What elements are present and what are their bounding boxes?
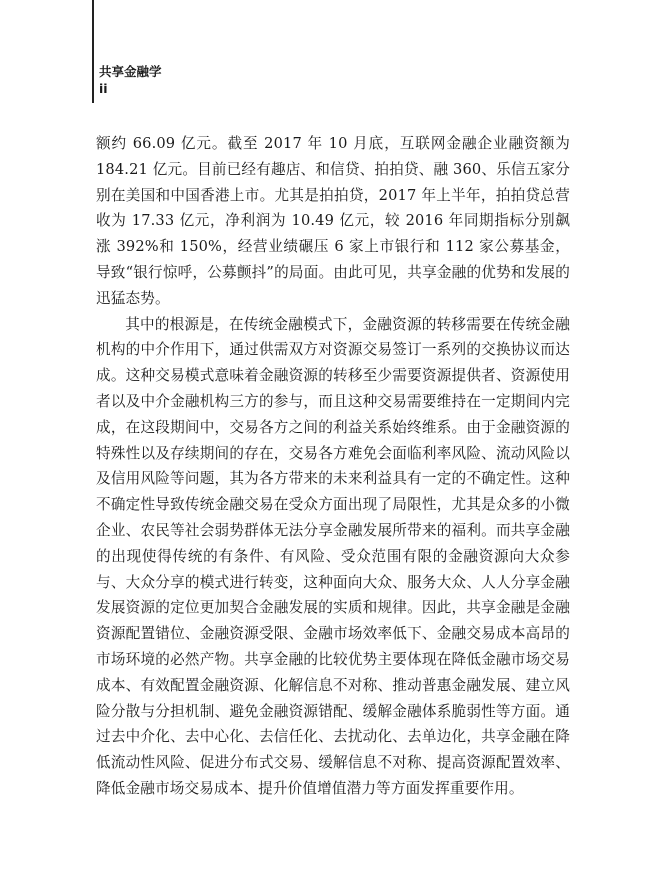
header-margin-rule: [92, 0, 94, 103]
running-head: [99, 64, 162, 98]
paragraph-root-causes: 其中的根源是，在传统金融模式下，金融资源的转移需要在传统金融机构的中介作用下，通过供需双方对资源交易签订一系列的交换协议而达成。这种交易模式意味着金融资源的转移至少需要资源提供者、资源使用者以及中介金融机构三方的参与，而且这种交易需要维持在一定期间内完成，在这段期间中，交易各方之间的利益关系始终维系。由于金融资源的特殊性以及存续期间的存在，交易各方难免会面临利率风险、流动风险以及信用风险等问题，其为各方带来的未来利益具有一定的不确定性。这种不确定性导致传统金融交易在受众方面出现了局限性，尤其是众多的小微企业、农民等社会弱势群体无法分享金融发展所带来的福利。而共享金融的出现使得传统的有条件、有风险、受众范围有限的金融资源向大众参与、大众分享的模式进行转变，这种面向大众、服务大众、人人分享金融发展资源的定位更加契合金融发展的实质和规律。因此，共享金融是金融资源配置错位、金融资源受限、金融市场效率低下、金融交易成本高昂的市场环境的必然产物。共享金融的比较优势主要体现在降低金融市场交易成本、有效配置金融资源、化解信息不对称、推动普惠金融发展、建立风险分散与分担机制、避免金融资源错配、缓解金融体系脆弱性等方面。通过去中介化、去中心化、去信任化、去扰动化、去单边化，共享金融在降低流动性风险、促进分布式交易、缓解信息不对称、提高资源配置效率、降低金融市场交易成本、提升价值增值潜力等方面发挥重要作用。: [96, 315, 570, 797]
body-text: [96, 131, 570, 802]
paragraph-continued: 额约 66.09 亿元。截至 2017 年 10 月底，互联网金融企业融资额为 184.21 亿元。目前已经有趣店、和信贷、拍拍贷、融 360、乐信五家分别在美国和中国香港上市。尤其是拍拍贷，2017 年上半年，拍拍贷总营收为 17.33 亿元，净利润为 10.49 亿元，较 2016 年同期指标分别飙涨 392%和 150%，经营业绩碾压 6 家上市银行和 112 家公募基金，导致“银行惊呼，公募颤抖”的局面。由此可见，共享金融的优势和发展的迅猛态势。: [96, 135, 570, 307]
page-number: ii: [99, 80, 108, 96]
running-title: 共享金融学: [99, 64, 162, 79]
